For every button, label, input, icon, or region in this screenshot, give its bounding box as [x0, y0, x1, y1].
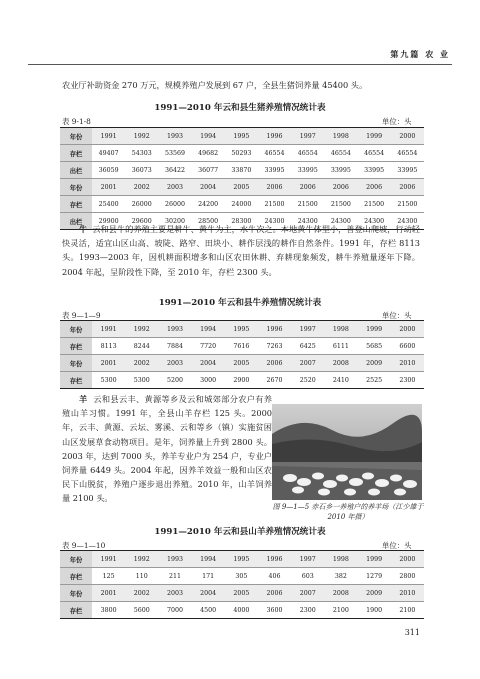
row-header-cell: 出栏 [60, 162, 92, 179]
table-cell: 3000 [192, 372, 225, 389]
table-cell: 46554 [291, 145, 324, 162]
table-cell: 1999 [358, 321, 391, 338]
table-cell: 2007 [291, 585, 324, 602]
table-cell: 33995 [291, 162, 324, 179]
table-cell: 36422 [158, 162, 191, 179]
table-cell: 3800 [92, 602, 125, 619]
table-cell: 1993 [158, 128, 191, 145]
table-cell: 24200 [192, 196, 225, 213]
table-cell: 1279 [358, 568, 391, 585]
table-cell: 1996 [258, 551, 291, 568]
table-cell: 2006 [391, 179, 424, 196]
table-cell: 2007 [291, 355, 324, 372]
table-cell: 24300 [258, 213, 291, 230]
table-cell: 171 [192, 568, 225, 585]
table-cell: 2006 [291, 179, 324, 196]
table-cell: 1995 [225, 321, 258, 338]
table-cell: 2300 [391, 372, 424, 389]
table-row [60, 145, 424, 162]
table-cell: 1994 [192, 128, 225, 145]
chapter-title: 第九篇 农 业 [390, 49, 450, 59]
cattle-paragraph [62, 222, 420, 279]
table-cell: 24300 [291, 213, 324, 230]
table-cell: 1998 [324, 128, 357, 145]
table-cell: 46554 [258, 145, 291, 162]
cattle-text: 云和县牛的养殖主要是耕牛、黄牛为主，水牛次之。本地黄牛体型小，善登山爬坡，行动轻快灵活，适宜山区山高、坡陡、路窄、田块小、耕作层浅的耕作自然条件。1991 年，存栏 8113 头。1993—2003 年，因机耕面积增多和山区农田休耕、弃耕现象频发，耕牛养殖量逐年下降。2004 年起，呈阶段性下降，至 2010 年，存栏 2300 头。 [62, 224, 420, 277]
row-header-cell: 存栏 [60, 338, 92, 355]
table-cell: 5600 [125, 602, 158, 619]
table-cell: 28300 [225, 213, 258, 230]
table-cell: 2008 [324, 355, 357, 372]
sheep-lead: 羊 [79, 394, 88, 404]
sheep-table-title: 1991—2010 年云和县山羊养殖情况统计表 [154, 527, 326, 537]
table-cell: 2006 [324, 179, 357, 196]
table-cell: 1991 [92, 551, 125, 568]
table-cell: 2005 [225, 179, 258, 196]
sheep-farm-photo [272, 404, 422, 500]
sheep-farm-image [272, 404, 422, 500]
table-cell: 29900 [92, 213, 125, 230]
table-cell: 26000 [158, 196, 191, 213]
table-cell: 5300 [92, 372, 125, 389]
row-header-cell: 年份 [60, 551, 92, 568]
table-cell: 24000 [225, 196, 258, 213]
table-cell: 2900 [225, 372, 258, 389]
row-header-cell: 年份 [60, 321, 92, 338]
table-cell: 1994 [192, 551, 225, 568]
table-cell: 2100 [391, 602, 424, 619]
table-cell: 2001 [92, 585, 125, 602]
table-cell: 1999 [358, 551, 391, 568]
table-cell: 2004 [192, 179, 225, 196]
table-cell: 603 [291, 568, 324, 585]
photo-caption: 图 9—1—5 赤石乡一养殖户的养羊场（江少雄于 2010 年摄） [272, 503, 424, 521]
table-cell: 1992 [125, 128, 158, 145]
table-row [60, 568, 424, 585]
table-cell: 2006 [258, 585, 291, 602]
table-cell: 24300 [324, 213, 357, 230]
page-header [28, 50, 452, 65]
table-cell: 7263 [258, 338, 291, 355]
table-cell: 1997 [291, 321, 324, 338]
table-cell: 24300 [358, 213, 391, 230]
table-cell: 2300 [291, 602, 324, 619]
table-row [60, 162, 424, 179]
table-cell: 46554 [358, 145, 391, 162]
table-cell: 2670 [258, 372, 291, 389]
table-cell: 5685 [358, 338, 391, 355]
table-cell: 6600 [391, 338, 424, 355]
table-cell: 33995 [258, 162, 291, 179]
cattle-table-unit: 单位：头 [382, 311, 412, 320]
table-row [60, 179, 424, 196]
table-cell: 125 [92, 568, 125, 585]
table-cell: 2525 [358, 372, 391, 389]
row-header-cell: 年份 [60, 128, 92, 145]
row-header-cell: 存栏 [60, 372, 92, 389]
table-cell: 2010 [391, 355, 424, 372]
table-cell: 21500 [324, 196, 357, 213]
table-cell: 36059 [92, 162, 125, 179]
table-cell: 2008 [324, 585, 357, 602]
table-cell: 33995 [358, 162, 391, 179]
table-cell: 2003 [158, 355, 191, 372]
row-header-cell: 年份 [60, 355, 92, 372]
table-cell: 49682 [192, 145, 225, 162]
table-row [60, 128, 424, 145]
table-cell: 1991 [92, 128, 125, 145]
table-cell: 2100 [324, 602, 357, 619]
table-cell: 49407 [92, 145, 125, 162]
sheep-table-unit: 单位：头 [382, 541, 412, 550]
table-cell: 36073 [125, 162, 158, 179]
pig-table-unit: 单位：头 [382, 117, 412, 126]
table-cell: 2009 [358, 585, 391, 602]
table-cell: 406 [258, 568, 291, 585]
row-header-cell: 存栏 [60, 568, 92, 585]
table-cell: 46554 [324, 145, 357, 162]
table-cell: 1995 [225, 551, 258, 568]
table-cell: 6111 [324, 338, 357, 355]
table-row [60, 321, 424, 338]
table-cell: 4500 [192, 602, 225, 619]
table-row [60, 196, 424, 213]
cattle-table-title: 1991—2010 年云和县牛养殖情况统计表 [158, 298, 322, 308]
table-cell: 2001 [92, 179, 125, 196]
row-header-cell: 出栏 [60, 213, 92, 230]
table-cell: 2003 [158, 179, 191, 196]
intro-paragraph [62, 78, 420, 92]
table-cell: 2800 [391, 568, 424, 585]
table-cell: 7720 [192, 338, 225, 355]
table-row [60, 551, 424, 568]
pig-table-title: 1991—2010 年云和县生猪养殖情况统计表 [154, 103, 326, 113]
table-cell: 3600 [258, 602, 291, 619]
row-header-cell: 存栏 [60, 196, 92, 213]
table-cell: 305 [225, 568, 258, 585]
table-cell: 50293 [225, 145, 258, 162]
table-cell: 382 [324, 568, 357, 585]
table-cell: 2520 [291, 372, 324, 389]
table-cell: 8113 [92, 338, 125, 355]
table-cell: 7000 [158, 602, 191, 619]
table-cell: 2001 [92, 355, 125, 372]
table-cell: 2002 [125, 585, 158, 602]
table-cell: 2009 [358, 355, 391, 372]
table-cell: 2002 [125, 179, 158, 196]
table-cell: 1998 [324, 321, 357, 338]
row-header-cell: 年份 [60, 585, 92, 602]
table-cell: 1997 [291, 551, 324, 568]
table-cell: 33870 [225, 162, 258, 179]
table-cell: 2004 [192, 585, 225, 602]
table-cell: 2010 [391, 585, 424, 602]
sheep-table [60, 550, 424, 619]
table-cell: 2410 [324, 372, 357, 389]
table-cell: 26000 [125, 196, 158, 213]
table-cell: 7884 [158, 338, 191, 355]
table-cell: 1900 [358, 602, 391, 619]
table-cell: 1996 [258, 128, 291, 145]
table-cell: 24300 [391, 213, 424, 230]
cattle-lead: 牛 [79, 224, 88, 234]
table-cell: 46554 [391, 145, 424, 162]
row-header-cell: 年份 [60, 179, 92, 196]
table-cell: 110 [125, 568, 158, 585]
table-row [60, 338, 424, 355]
table-cell: 1998 [324, 551, 357, 568]
table-cell: 36077 [192, 162, 225, 179]
intro-text: 农业厅补助资金 270 万元，规模养殖户发展到 67 户，全县生猪饲养量 45400 头。 [62, 80, 368, 90]
table-row [60, 585, 424, 602]
table-row [60, 372, 424, 389]
table-cell: 1997 [291, 128, 324, 145]
table-cell: 21500 [391, 196, 424, 213]
table-cell: 33995 [324, 162, 357, 179]
table-cell: 1999 [358, 128, 391, 145]
table-cell: 2006 [258, 179, 291, 196]
table-cell: 25400 [92, 196, 125, 213]
table-cell: 2003 [158, 585, 191, 602]
table-cell: 211 [158, 568, 191, 585]
table-cell: 2000 [391, 128, 424, 145]
table-cell: 4000 [225, 602, 258, 619]
table-cell: 7616 [225, 338, 258, 355]
table-row [60, 355, 424, 372]
table-cell: 1995 [225, 128, 258, 145]
table-cell: 29600 [125, 213, 158, 230]
pig-table [60, 127, 424, 230]
table-cell: 5200 [158, 372, 191, 389]
pig-table-label: 表 9-1-8 [62, 117, 91, 126]
table-cell: 8244 [125, 338, 158, 355]
row-header-cell: 存栏 [60, 145, 92, 162]
table-cell: 1993 [158, 551, 191, 568]
table-cell: 2006 [258, 355, 291, 372]
sheep-paragraph [62, 392, 272, 506]
table-cell: 1991 [92, 321, 125, 338]
table-cell: 1992 [125, 551, 158, 568]
table-cell: 1994 [192, 321, 225, 338]
table-cell: 1992 [125, 321, 158, 338]
table-cell: 1996 [258, 321, 291, 338]
cattle-table-label: 表 9—1—9 [62, 311, 101, 320]
table-cell: 2002 [125, 355, 158, 372]
table-row [60, 602, 424, 619]
table-cell: 33995 [391, 162, 424, 179]
table-cell: 53569 [158, 145, 191, 162]
table-cell: 2006 [358, 179, 391, 196]
table-cell: 21500 [258, 196, 291, 213]
table-cell: 21500 [291, 196, 324, 213]
sheep-text: 云和县云丰、黄源等乡及云和城郊部分农户有养殖山羊习惯。1991 年，全县山羊存栏 125 头。2000 年，云丰、黄源、云坛、雾溪、云和等乡（镇）实施贫困山区发展草食动物项目。是年，饲养量上升到 2800 头。2003 年，达到 7000 头，养羊专业户为 254 户，专业户饲养量 6449 头。2004 年起，因养羊效益一般和山区农民下山脱贫，养殖户逐步退出养殖。2010 年，山羊饲养量 2100 头。 [62, 394, 272, 504]
table-cell: 30200 [158, 213, 191, 230]
table-cell: 2005 [225, 355, 258, 372]
table-cell: 2004 [192, 355, 225, 372]
table-cell: 2000 [391, 551, 424, 568]
row-header-cell: 存栏 [60, 602, 92, 619]
table-cell: 5300 [125, 372, 158, 389]
table-cell: 21500 [358, 196, 391, 213]
table-cell: 2005 [225, 585, 258, 602]
table-cell: 28500 [192, 213, 225, 230]
sheep-table-label: 表 9—1—10 [62, 541, 106, 550]
table-cell: 54303 [125, 145, 158, 162]
cattle-table [60, 320, 424, 389]
table-cell: 1993 [158, 321, 191, 338]
table-cell: 6425 [291, 338, 324, 355]
page-number: 311 [404, 628, 420, 637]
table-cell: 2000 [391, 321, 424, 338]
